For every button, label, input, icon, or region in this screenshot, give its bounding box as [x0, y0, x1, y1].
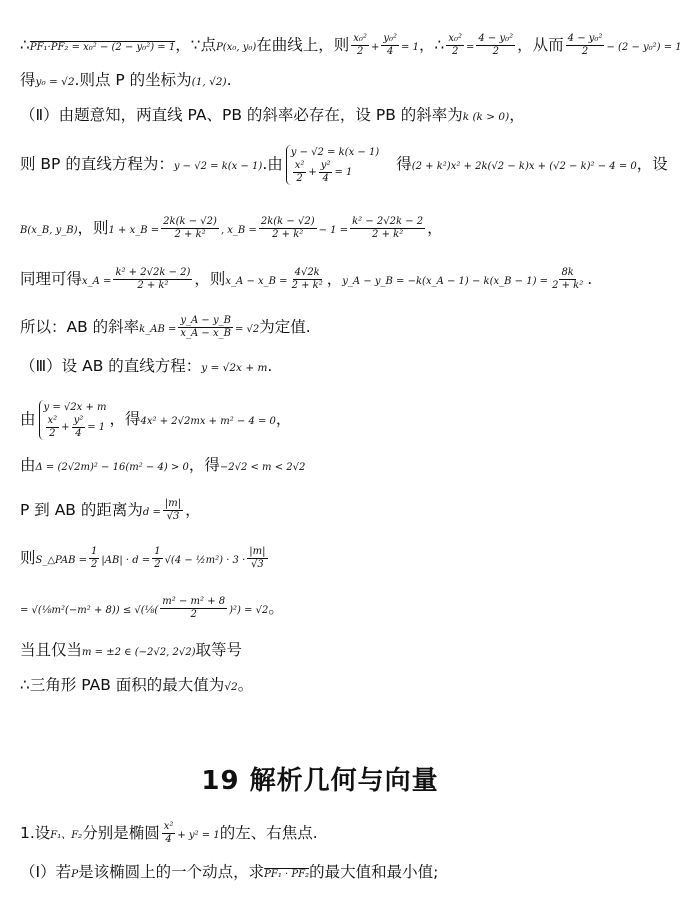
math: +: [61, 421, 70, 433]
denominator: x_A − x_B: [180, 328, 231, 339]
text: ，∵点: [175, 36, 217, 54]
text: 当且仅当: [20, 641, 83, 659]
equation-system: [39, 400, 107, 440]
text: ，得: [188, 456, 220, 474]
math: √(4 − ½m²) · 3 ·: [164, 555, 246, 566]
line-bp-equation: [20, 137, 668, 194]
denominator: 2: [296, 172, 303, 184]
fraction: [113, 267, 192, 292]
math: 4x² + 2√2mx + m² − 4 = 0: [140, 416, 276, 427]
denominator: 2: [190, 609, 197, 620]
fraction: [160, 596, 227, 621]
denominator: 2 + k²: [552, 280, 584, 291]
fraction: [350, 216, 425, 241]
text: ，: [427, 219, 443, 237]
math: P: [71, 868, 79, 880]
text: ，得: [109, 410, 141, 428]
line-part-3: [20, 356, 272, 378]
math: F₁、F₂: [50, 830, 83, 841]
text: ，则: [194, 270, 226, 288]
numerator: x₀²: [448, 33, 462, 44]
line-xa: [20, 262, 592, 299]
text: ，: [185, 501, 201, 519]
numerator: 4 − y₀²: [567, 33, 603, 44]
text: ，则: [77, 219, 109, 237]
math: x_A =: [82, 276, 112, 287]
math: 1 + x_B =: [108, 225, 160, 236]
text: （Ⅱ）由题意知，两直线 PA、PB 的斜率必存在，设 PB 的斜率为: [20, 106, 463, 124]
line-ab-slope: [20, 312, 311, 345]
math: = √(⅛m²(−m² + 8)) ≤ √(⅛(: [20, 605, 159, 616]
equation: [291, 160, 379, 185]
text: ，: [275, 410, 292, 428]
numerator: |m|: [249, 546, 266, 557]
text: ，从而: [517, 36, 564, 54]
math: m = ±2 ∈ (−2√2, 2√2): [82, 647, 196, 658]
numerator: y²: [320, 159, 331, 171]
math: √2: [224, 681, 238, 693]
text: （Ⅲ）设 AB 的直线方程：: [20, 357, 202, 375]
numerator: y²: [73, 414, 84, 426]
denominator: 2: [49, 427, 56, 439]
math: − 1 =: [318, 225, 349, 236]
line-ab-system: [20, 392, 291, 449]
numerator: 8k: [561, 267, 574, 278]
numerator: x²: [47, 414, 58, 426]
text: 是该椭圆上的一个动点，求: [78, 863, 265, 881]
math: k_AB =: [139, 324, 177, 335]
math: y = √2x + m: [201, 362, 268, 374]
numerator: 2k(k − √2): [260, 216, 315, 227]
denominator: 2: [451, 46, 459, 57]
math: = 1: [401, 42, 419, 53]
line-distance: [20, 493, 201, 530]
line-point-p: [20, 70, 232, 92]
math: y₀ = √2: [35, 76, 75, 88]
math: PF₁·PF₂ = x₀² − (2 − y₀²) = 1: [29, 42, 176, 53]
section-title: 19 解析几何与向量: [201, 766, 439, 796]
denominator: 2: [154, 559, 161, 570]
line-discriminant: [20, 455, 305, 478]
numerator: x₀²: [353, 33, 367, 44]
text: 得: [20, 71, 36, 89]
line-pf-product: [20, 33, 682, 58]
text: （Ⅰ）若: [20, 863, 72, 881]
numerator: 4 − y₀²: [478, 33, 514, 44]
fraction: [46, 415, 60, 440]
math: = 1: [87, 421, 106, 433]
text: .: [587, 270, 593, 288]
line-part-2: [20, 105, 525, 127]
denominator: 2 + k²: [291, 280, 323, 291]
math: y_A − y_B = −k(x_A − 1) − k(x_B − 1) =: [342, 276, 549, 287]
denominator: 2: [581, 46, 589, 57]
text: 。: [237, 676, 254, 694]
denominator: 2: [492, 46, 499, 57]
fraction: [550, 267, 585, 292]
fraction: [290, 267, 325, 292]
math: PF₁ · PF₂: [264, 869, 310, 880]
math: d =: [142, 507, 161, 518]
math: − (2 − y₀²) = 1: [606, 42, 682, 53]
text: 得: [396, 155, 412, 173]
fraction: [446, 33, 464, 58]
denominator: 4: [387, 46, 394, 57]
denominator: √3: [251, 559, 264, 570]
math: +: [308, 166, 317, 178]
text: 1.设: [20, 824, 51, 842]
math: y − √2 = k(x − 1): [173, 161, 263, 172]
numerator: k² − 2√2k − 2: [352, 216, 424, 227]
equation-system: [286, 145, 379, 185]
denominator: 2: [91, 559, 98, 570]
math: (1, √2): [191, 76, 227, 88]
text: 则 BP 的直线方程为：: [20, 155, 174, 173]
fraction: [89, 546, 99, 571]
denominator: 2 + k²: [372, 229, 404, 240]
numerator: y₀²: [383, 33, 398, 44]
text: ∴三角形 PAB 面积的最大值为: [20, 676, 225, 694]
numerator: |m|: [164, 498, 182, 509]
text: 同理可得: [20, 270, 83, 288]
equation: [44, 415, 107, 440]
text: ，: [509, 106, 525, 124]
numerator: 4√2k: [294, 267, 320, 278]
fraction: [162, 821, 176, 846]
math: −2√2 < m < 2√2: [219, 462, 306, 473]
math: k (k > 0): [462, 111, 510, 123]
fraction: [161, 216, 219, 241]
denominator: 4: [165, 834, 172, 845]
text: 在曲线上，则: [256, 36, 350, 54]
line-inequality: [20, 590, 284, 629]
text: 。: [268, 599, 284, 617]
text: 则: [20, 549, 36, 567]
numerator: k² + 2√2k − 2): [115, 267, 191, 278]
denominator: 2: [356, 46, 364, 57]
text: ，∴: [418, 36, 445, 54]
fraction: [351, 33, 369, 58]
numerator: 1: [154, 546, 161, 557]
text: 的最大值和最小值;: [309, 863, 439, 881]
line-xb: [20, 212, 443, 247]
denominator: 4: [75, 427, 82, 439]
math: )²) = √2: [229, 605, 269, 616]
text: .: [267, 357, 273, 375]
numerator: m² − m² + 8: [162, 596, 226, 607]
math: (2 + k²)x² + 2k(√2 − k)x + (√2 − k)² − 4 = 0: [411, 161, 637, 172]
fraction: [259, 216, 317, 241]
denominator: 2 + k²: [272, 229, 304, 240]
math: = 1: [334, 166, 353, 178]
text: 所以：AB 的斜率: [20, 318, 140, 336]
math: S_△PAB =: [35, 555, 87, 566]
text: 取等号: [195, 641, 242, 659]
equation: y − √2 = k(x − 1): [290, 146, 380, 158]
denominator: 2 + k²: [174, 229, 206, 240]
math: x_A − x_B =: [225, 276, 288, 287]
numerator: 1: [91, 546, 98, 557]
text: 的左、右焦点.: [219, 824, 318, 842]
fraction: [319, 160, 333, 185]
text: P 到 AB 的距离为: [20, 501, 143, 519]
line-area: [20, 540, 270, 579]
text: ，设: [636, 155, 668, 173]
math: , x_B =: [220, 225, 257, 236]
math: P(x₀, y₀): [216, 42, 257, 53]
fraction: [566, 33, 605, 58]
math: +: [370, 42, 380, 53]
fraction: [381, 33, 399, 58]
math: + y² = 1: [177, 830, 220, 841]
fraction: [178, 315, 233, 340]
text: .则点 P 的坐标为: [74, 71, 192, 89]
fraction: [476, 33, 515, 58]
math: Δ = (2√2m)² − 16(m² − 4) > 0: [35, 462, 189, 473]
line-equality-condition: [20, 640, 242, 663]
fraction: [247, 546, 267, 571]
numerator: x²: [294, 159, 305, 171]
numerator: y_A − y_B: [180, 315, 231, 326]
fraction: [293, 160, 307, 185]
text: .由: [262, 155, 283, 173]
math: B(x_B, y_B): [20, 225, 78, 236]
text: .: [226, 71, 232, 89]
numerator: x²: [163, 821, 174, 832]
denominator: 2 + k²: [137, 280, 169, 291]
denominator: 4: [322, 172, 329, 184]
text: ∴: [20, 36, 30, 54]
text: 由: [20, 410, 36, 428]
math: = √2: [234, 324, 260, 335]
line-conclusion: [20, 675, 253, 697]
question-1-part-1: [20, 862, 438, 885]
fraction: [163, 498, 183, 523]
math: |AB| · d =: [101, 555, 151, 566]
denominator: √3: [166, 511, 180, 522]
fraction: [152, 546, 162, 571]
question-1: [20, 818, 318, 851]
text: 为定值.: [259, 318, 311, 336]
text: 分别是椭圆: [82, 824, 160, 842]
fraction: [72, 415, 86, 440]
numerator: 2k(k − √2): [163, 216, 217, 227]
equation: y = √2x + m: [43, 401, 107, 413]
text: 由: [20, 456, 36, 474]
math: =: [466, 42, 475, 53]
text: ，: [326, 270, 343, 288]
